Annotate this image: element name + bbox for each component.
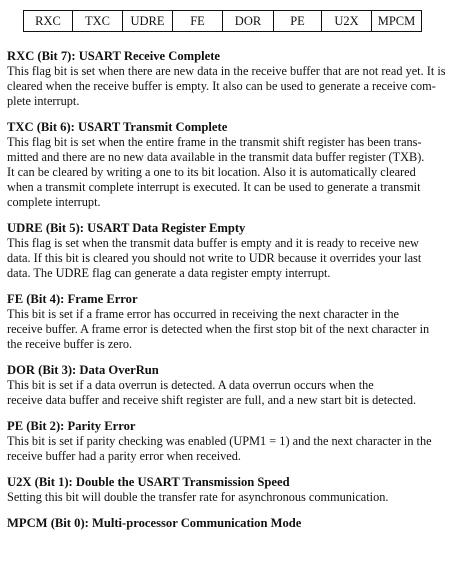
section-u2x [7, 474, 451, 505]
body-line: mitted and there are no new data available in the transmit data buffer register (TXB). [7, 150, 425, 164]
bit-cell-dor: DOR [223, 11, 274, 32]
section-body [7, 64, 451, 109]
body-line: This bit is set if a frame error has occurred in receiving the next character in the [7, 307, 399, 321]
bit-cell-mpcm: MPCM [372, 11, 422, 32]
section-body [7, 490, 451, 505]
body-line: data. If this bit is cleared you should not write to UDR because it overrides your last [7, 251, 422, 265]
section-heading: FE (Bit 4): Frame Error [7, 292, 138, 306]
body-line: This bit is set if parity checking was enabled (UPM1 = 1) and the next character in the [7, 434, 432, 448]
body-line: receive data buffer and receive shift register are full, and a new start bit is detected. [7, 393, 417, 407]
section-dor [7, 362, 451, 408]
section-rxc [7, 48, 451, 109]
section-body [7, 434, 451, 464]
body-line: receive buffer. A frame error is detected when the first stop bit of the next character in [7, 322, 430, 336]
section-body [7, 307, 451, 352]
body-line: It can be cleared by writing a one to its bit location. Also it is automatically cleared [7, 165, 416, 179]
bit-cell-fe: FE [173, 11, 223, 32]
body-line: the receive buffer is zero. [7, 337, 133, 351]
section-pe [7, 418, 451, 464]
body-line: cleared when the receive buffer is empty. It also can be used to generate a receive com- [7, 79, 436, 93]
bit-cell-txc: TXC [73, 11, 123, 32]
bit-descriptions [7, 48, 451, 531]
section-udre [7, 220, 451, 281]
body-line: when a transmit complete interrupt is executed. It can be used to generate a transmit [7, 180, 421, 194]
body-line: This bit is set if a data overrun is detected. A data overrun occurs when the [7, 378, 374, 392]
body-line: plete interrupt. [7, 94, 80, 108]
bit-cell-u2x: U2X [322, 11, 372, 32]
bit-cell-udre: UDRE [123, 11, 173, 32]
section-body [7, 236, 451, 281]
section-heading: U2X (Bit 1): Double the USART Transmission Speed [7, 475, 290, 489]
body-line: This flag bit is set when the entire frame in the transmit shift register has been trans- [7, 135, 422, 149]
section-heading: PE (Bit 2): Parity Error [7, 419, 136, 433]
body-line: This flag is set when the transmit data buffer is empty and it is ready to receive new [7, 236, 419, 250]
section-mpcm [7, 515, 451, 531]
section-heading: TXC (Bit 6): USART Transmit Complete [7, 120, 228, 134]
section-fe [7, 291, 451, 352]
section-txc [7, 119, 451, 210]
section-body [7, 135, 451, 210]
bit-cell-rxc: RXC [24, 11, 73, 32]
body-line: Setting this bit will double the transfer rate for asynchronous communication. [7, 490, 389, 504]
section-heading: RXC (Bit 7): USART Receive Complete [7, 49, 221, 63]
body-line: This flag bit is set when there are new data in the receive buffer that are not read yet. It is [7, 64, 446, 78]
section-heading: MPCM (Bit 0): Multi-processor Communication Mode [7, 516, 302, 530]
section-heading: UDRE (Bit 5): USART Data Register Empty [7, 221, 246, 235]
register-bit-row [24, 11, 422, 32]
section-body [7, 378, 451, 408]
section-heading: DOR (Bit 3): Data OverRun [7, 363, 159, 377]
body-line: receive buffer had a parity error when received. [7, 449, 241, 463]
register-bit-table [23, 10, 422, 32]
body-line: complete interrupt. [7, 195, 101, 209]
body-line: data. The UDRE flag can generate a data register empty interrupt. [7, 266, 331, 280]
bit-cell-pe: PE [274, 11, 322, 32]
